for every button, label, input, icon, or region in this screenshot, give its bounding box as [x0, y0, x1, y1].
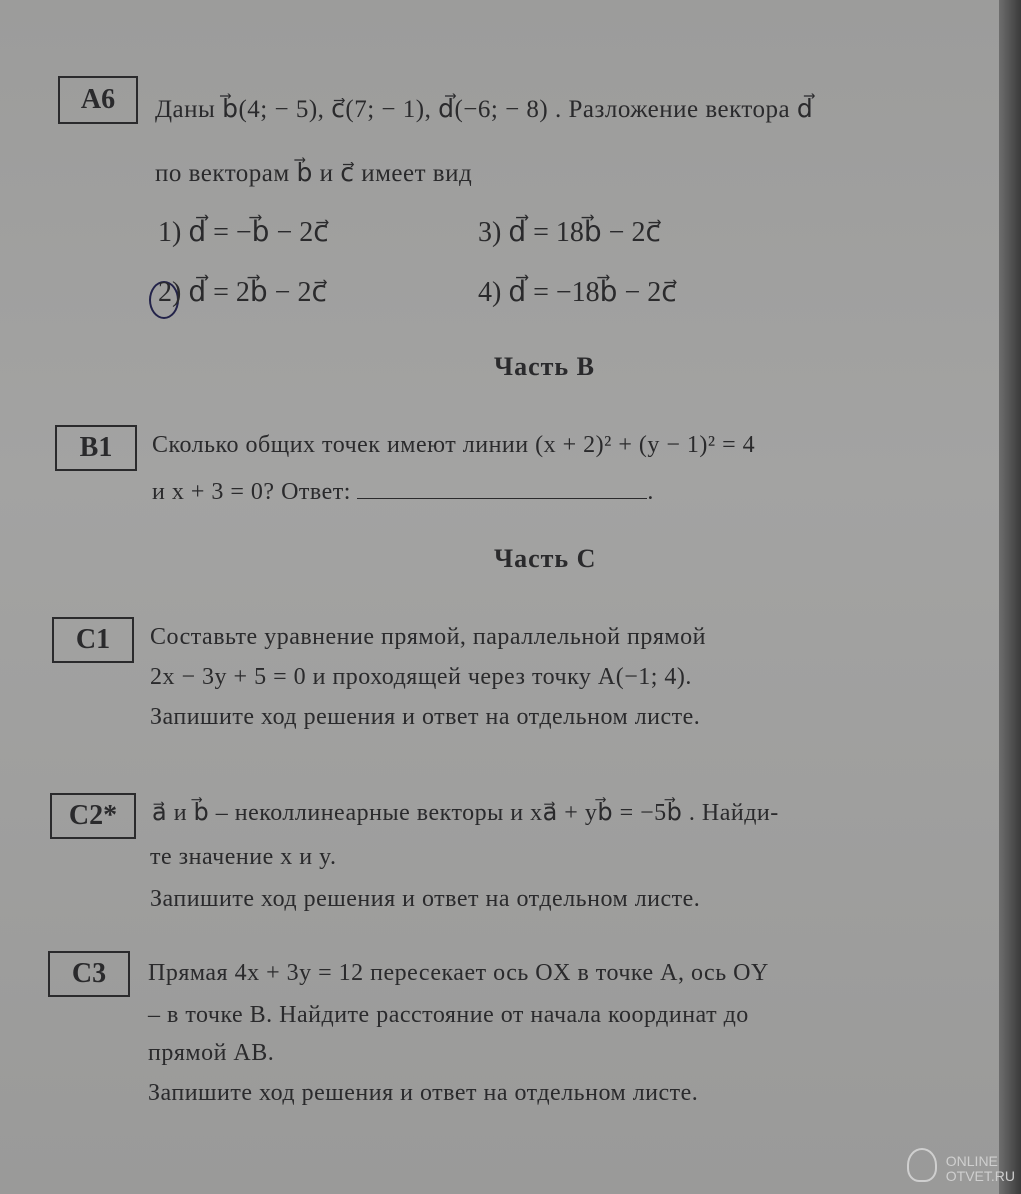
option-expression: d⃗ = −18b⃗ − 2c⃗: [508, 277, 677, 308]
option-expression: d⃗ = −b⃗ − 2c⃗: [188, 217, 329, 248]
b1-line2-end: .: [647, 479, 654, 505]
watermark: [946, 1154, 1015, 1184]
option-number: 1): [158, 217, 182, 248]
b1-line1: Сколько общих точек имеют линии (x + 2)² + (y − 1)² = 4: [152, 432, 756, 458]
part-c-heading: Часть С: [494, 544, 597, 573]
a6-line2: по векторам b⃗ и c⃗ имеет вид: [155, 160, 473, 187]
page-edge: [999, 0, 1021, 1194]
c3-line1: Прямая 4x + 3y = 12 пересекает ось OX в точке A, ось OY: [148, 960, 769, 986]
b1-line2: [152, 474, 654, 506]
a6-option-3: [478, 215, 661, 249]
c1-line1: Составьте уравнение прямой, параллельной прямой: [150, 624, 706, 650]
watermark-line1: ONLINE: [945, 1153, 998, 1169]
task-label-b1: B1: [55, 425, 137, 471]
task-label-a6: A6: [58, 76, 138, 124]
c1-line3: Запишите ход решения и ответ на отдельном листе.: [150, 704, 701, 730]
a6-line1: Даны b⃗(4; − 5), c⃗(7; − 1), d⃗(−6; − 8) . Разложение вектора d⃗: [155, 96, 814, 123]
option-number: 4): [478, 277, 502, 308]
lightbulb-icon: [907, 1148, 937, 1182]
option-number: 2): [158, 277, 182, 308]
c3-line4: Запишите ход решения и ответ на отдельном листе.: [148, 1080, 699, 1106]
c1-line2: 2x − 3y + 5 = 0 и проходящей через точку A(−1; 4).: [150, 664, 692, 690]
c3-line3: прямой AB.: [148, 1040, 275, 1066]
b1-line2-text: и x + 3 = 0? Ответ:: [152, 479, 351, 505]
part-b-heading: Часть В: [494, 352, 595, 381]
c3-line2: – в точке B. Найдите расстояние от начала координат до: [148, 1002, 749, 1028]
c2-line1: a⃗ и b⃗ – неколлинеарные векторы и xa⃗ + yb⃗ = −5b⃗ . Найди-: [152, 800, 779, 826]
task-label-c1: C1: [52, 617, 134, 663]
watermark-line2: OTVET.RU: [945, 1168, 1015, 1184]
task-label-c2: C2*: [50, 793, 136, 839]
a6-option-1: [158, 215, 329, 249]
c2-line3: Запишите ход решения и ответ на отдельном листе.: [150, 886, 701, 912]
option-expression: d⃗ = 18b⃗ − 2c⃗: [508, 217, 661, 248]
c2-line2: те значение x и y.: [150, 844, 337, 870]
task-label-c3: C3: [48, 951, 130, 997]
option-number: 3): [478, 217, 502, 248]
answer-blank-line[interactable]: [357, 474, 647, 499]
a6-option-2: [158, 275, 327, 309]
a6-option-4: [478, 275, 677, 309]
option-expression: d⃗ = 2b⃗ − 2c⃗: [188, 277, 327, 308]
